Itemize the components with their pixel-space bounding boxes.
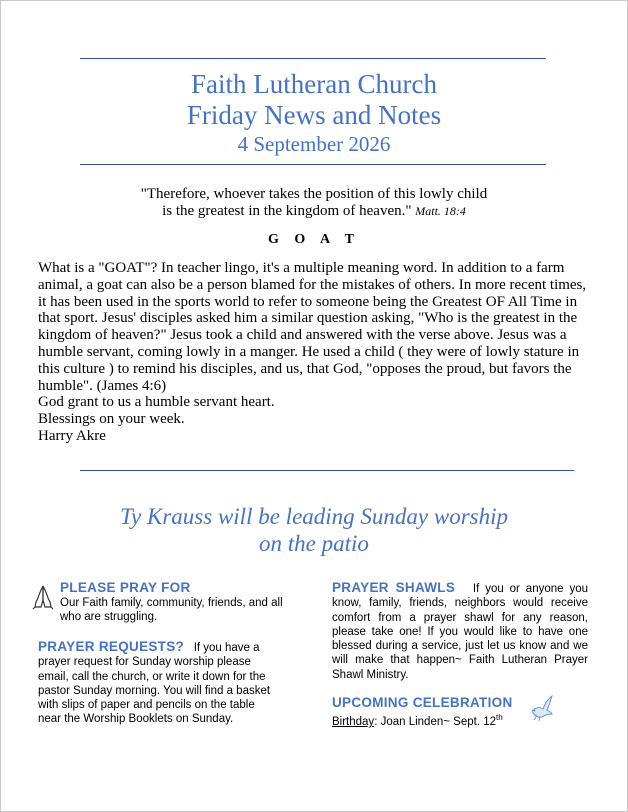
celebration-suffix: th bbox=[496, 713, 503, 722]
article-paragraph: What is a "GOAT"? In teacher lingo, it's a multiple meaning word. In addition to a farm animal, a goat can also be a person blamed for the mistakes of others. In more recent times, it has been used in the sports world to refer to someone being the Greatest OF All Time in that sport. Jesus' disciples asked him a similar question asking, "Who is the greatest in the kingdom of heaven?" Jesus took a child and answered with the verse above. Jesus was a humble servant, coming lowly in a manger. He used a child ( they were of lowly stature in this culture ) to remind his disciples, and us, that God, "opposes the proud, but favors the humble". (James 4:6) bbox=[38, 260, 587, 394]
quote-line-1: "Therefore, whoever takes the position of this lowly child bbox=[140, 186, 488, 202]
article-signature: Harry Akre bbox=[38, 427, 106, 444]
announcement-line-1: Ty Krauss will be leading Sunday worship bbox=[119, 504, 509, 529]
quote-line-2-text: is the greatest in the kingdom of heaven." bbox=[162, 203, 412, 219]
celebration-title: UPCOMING CELEBRATION bbox=[332, 695, 513, 710]
prayer-requests-title: PRAYER REQUESTS? bbox=[38, 639, 185, 654]
praying-hands-icon bbox=[32, 584, 54, 610]
article-bottom-rule bbox=[80, 470, 574, 471]
newsletter-date: 4 September 2026 bbox=[237, 132, 391, 156]
article-closing: God grant to us a humble servant heart. bbox=[38, 394, 275, 411]
quote-line-2 bbox=[0, 203, 628, 220]
celebration-section bbox=[332, 695, 588, 729]
header-bottom-rule bbox=[80, 164, 546, 165]
article-blessing: Blessings on your week. bbox=[38, 411, 185, 428]
article-title: G O A T bbox=[268, 232, 360, 247]
celebration-label: Birthday bbox=[332, 715, 375, 728]
dove-icon bbox=[528, 693, 554, 723]
announcement-line-2: on the patio bbox=[259, 531, 369, 556]
newsletter-title: Friday News and Notes bbox=[186, 100, 442, 130]
prayer-shawls-text: If you or anyone you know, family, friends, neighbors would receive comfort from a prayer shawl for any reason, please take one! If you would like to have one blessed during a service, just let us know and we will make that happen~ Faith Lutheran Prayer Shawl Ministry. bbox=[332, 583, 588, 681]
prayer-shawls-title: PRAYER SHAWLS bbox=[332, 580, 456, 595]
prayer-requests-text: If you have a prayer request for Sunday worship please email, call the church, or write it down for the pastor Sunday morning. You will find a basket with slips of paper and pencils on the table near the Worship Booklets on Sunday. bbox=[38, 642, 271, 726]
prayer-requests-section bbox=[38, 640, 278, 727]
header-top-rule bbox=[80, 58, 546, 59]
please-pray-title: PLEASE PRAY FOR bbox=[60, 580, 191, 595]
church-name: Faith Lutheran Church bbox=[191, 69, 437, 99]
celebration-detail: : Joan Linden~ Sept. 12 bbox=[374, 715, 496, 728]
article-body bbox=[38, 260, 598, 445]
prayer-shawls-section bbox=[332, 581, 588, 682]
quote-reference: Matt. 18:4 bbox=[415, 204, 466, 218]
please-pray-text: Our Faith family, community, friends, and all who are struggling. bbox=[60, 597, 283, 624]
